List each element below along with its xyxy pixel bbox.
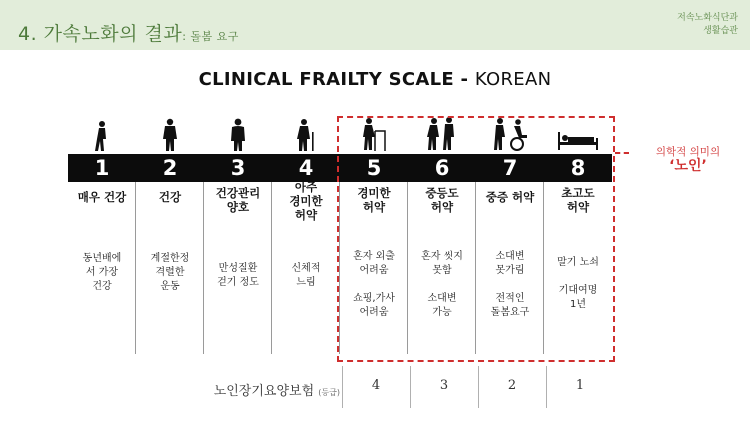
grade-value: 3: [439, 378, 449, 393]
slide-title-text: 4. 가속노화의 결과: [18, 23, 183, 45]
grade-label-text: 노인장기요양보험: [213, 384, 315, 399]
brand-line: 생활습관: [703, 26, 738, 36]
description-line: 어려움: [359, 265, 389, 276]
slide-title: [18, 19, 239, 46]
annotation-connector: [615, 152, 629, 154]
category-line: 건강관리: [215, 186, 261, 200]
description-line: 기대여명: [558, 285, 598, 296]
category-line: 허약: [566, 200, 590, 214]
level-category: [136, 190, 204, 204]
category-line: 허약: [362, 200, 386, 214]
category-line: 허약: [430, 200, 454, 214]
standing-person-icon: [204, 110, 272, 152]
grade-value: 1: [575, 378, 585, 393]
description-line: 혼자 씻지: [421, 251, 463, 262]
description-line: 돌봄요구: [490, 307, 530, 318]
category-line: 건강: [158, 190, 182, 204]
description-line: 말기 노쇠: [557, 257, 599, 268]
level-category: [68, 190, 136, 204]
level-number: 7: [502, 156, 518, 180]
description-line: 가능: [432, 307, 452, 318]
grade-row: [0, 366, 750, 408]
level-number: 4: [298, 156, 314, 180]
elderly-highlight-box: [337, 116, 615, 362]
category-line: 경미한: [289, 194, 323, 208]
level-number: 2: [162, 156, 178, 180]
walking-person-icon: [68, 110, 136, 152]
grade-label-unit: (등급): [318, 388, 340, 397]
level-description: [204, 262, 272, 290]
description-line: 서 가장: [85, 267, 119, 278]
scale-title-lang: KOREAN: [474, 69, 552, 90]
description-line: 만성질환: [218, 263, 258, 274]
category-line: 중등도: [425, 186, 459, 200]
level-number: 5: [366, 156, 382, 180]
slide-subtitle: : 돌봄 요구: [182, 30, 239, 43]
description-line: 혼자 외출: [353, 251, 395, 262]
person-with-cane-icon: [272, 110, 340, 152]
scale-title-main: CLINICAL FRAILTY SCALE -: [198, 69, 475, 90]
description-line: 쇼핑,가사: [353, 293, 395, 304]
grade-value: 2: [507, 378, 517, 393]
description-line: 1년: [569, 299, 587, 310]
annotation-line: 의학적 의미의: [655, 146, 721, 158]
walking-person-icon: [136, 110, 204, 152]
annotation: [634, 145, 742, 173]
category-line: 아주: [294, 180, 318, 194]
description-line: 걷기 정도: [217, 277, 259, 288]
description-line: 격렬한: [155, 267, 185, 278]
description-line: 소대변: [427, 293, 457, 304]
level-number: 1: [94, 156, 110, 180]
description-line: 건강: [92, 281, 112, 292]
category-line: 매우 건강: [77, 190, 127, 204]
description-line: 느림: [296, 277, 316, 288]
level-description: [136, 252, 204, 294]
category-line: 중증 허약: [485, 190, 535, 204]
scale-title: [0, 69, 750, 90]
category-line: 초고도: [561, 186, 595, 200]
brand-line: 저속노화식단과: [677, 13, 738, 23]
level-description: [68, 252, 136, 294]
category-line: 허약: [294, 208, 318, 222]
description-line: 전적인: [495, 293, 525, 304]
category-line: 양호: [226, 200, 250, 214]
description-line: 계절한정: [150, 253, 190, 264]
brand-text: [668, 12, 738, 38]
level-number: 8: [570, 156, 586, 180]
level-category: [272, 180, 340, 222]
level-description: [272, 262, 340, 290]
description-line: 동년배에: [82, 253, 122, 264]
annotation-quote: ‘노인’: [669, 158, 707, 174]
description-line: 어려움: [359, 307, 389, 318]
description-line: 소대변: [495, 251, 525, 262]
description-line: 신체적: [291, 263, 321, 274]
level-number: 6: [434, 156, 450, 180]
grade-label: [135, 380, 340, 399]
grade-value: 4: [371, 378, 381, 393]
level-category: [204, 186, 272, 214]
category-line: 경미한: [357, 186, 391, 200]
description-line: 못함: [432, 265, 452, 276]
level-number: 3: [230, 156, 246, 180]
description-line: 운동: [160, 281, 180, 292]
description-line: 못가림: [495, 265, 525, 276]
